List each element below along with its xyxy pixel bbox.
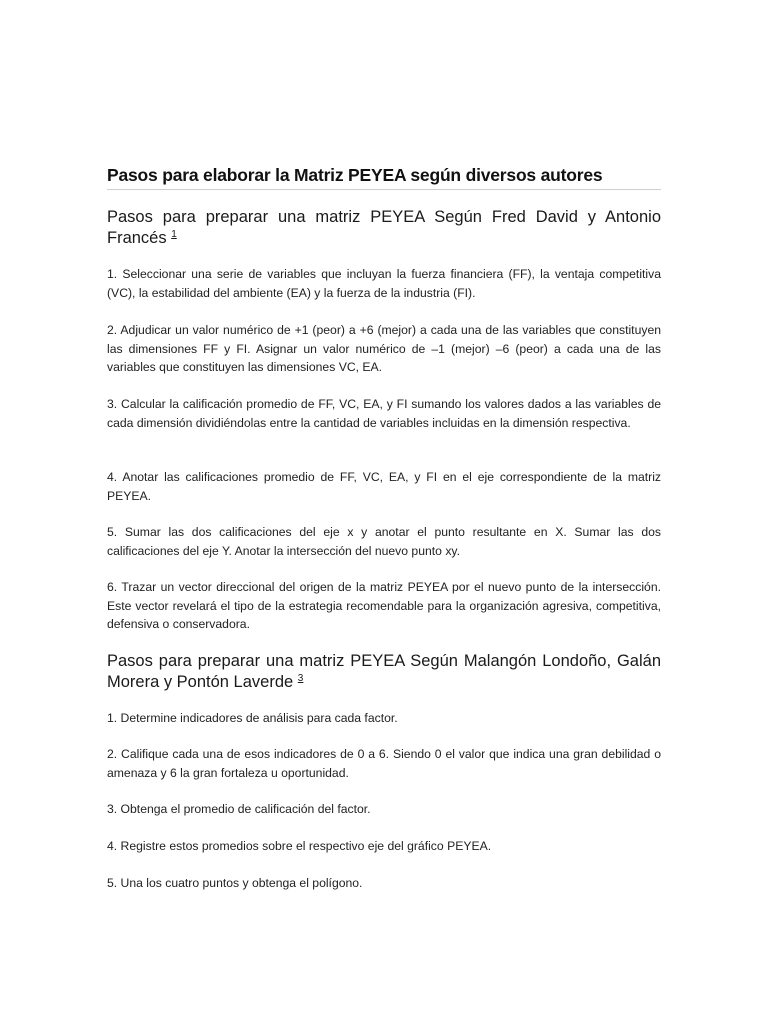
- step-paragraph: 6. Trazar un vector direccional del origen de la matriz PEYEA por el nuevo punto de la intersección. Este vector revelará el tipo de la estrategia recomendable para la organización agresiva, competitiva, defensiva o conservadora.: [107, 580, 661, 632]
- section-heading-text: Pasos para preparar una matriz PEYEA Según Fred David y Antonio Francés: [107, 208, 661, 247]
- step-paragraph: 2. Califique cada una de esos indicadores de 0 a 6. Siendo 0 el valor que indica una gran debilidad o amenaza y 6 la gran fortaleza u oportunidad.: [107, 747, 661, 780]
- footnote-ref-link[interactable]: 3: [297, 673, 304, 684]
- step-paragraph: 2. Adjudicar un valor numérico de +1 (peor) a +6 (mejor) a cada una de las variables que constituyen las dimensiones FF y FI. Asignar un valor numérico de –1 (mejor) –6 (peor) a cada una de las variables que constituyen las dimensiones VC, EA.: [107, 323, 661, 375]
- step-paragraph: 3. Calcular la calificación promedio de FF, VC, EA, y FI sumando los valores dados a las variables de cada dimensión dividiéndolas entre la cantidad de variables incluidas en la dimensión respectiva.: [107, 397, 661, 430]
- step-paragraph: 5. Una los cuatro puntos y obtenga el polígono.: [107, 876, 363, 890]
- step-paragraph: 4. Anotar las calificaciones promedio de FF, VC, EA, y FI en el eje correspondiente de la matriz PEYEA.: [107, 470, 661, 503]
- section-heading-malangon: [107, 651, 661, 693]
- page-title: Pasos para elaborar la Matriz PEYEA según diversos autores: [107, 164, 661, 190]
- step-paragraph: 1. Determine indicadores de análisis para cada factor.: [107, 711, 398, 725]
- step-paragraph: 1. Seleccionar una serie de variables que incluyan la fuerza financiera (FF), la ventaja competitiva (VC), la estabilidad del ambiente (EA) y la fuerza de la industria (FI).: [107, 267, 661, 300]
- step-paragraph: 3. Obtenga el promedio de calificación del factor.: [107, 802, 371, 816]
- section-heading-text: Pasos para preparar una matriz PEYEA Según Malangón Londoño, Galán Morera y Pontón Laverde: [107, 652, 661, 691]
- footnote-ref-link[interactable]: 1: [171, 229, 177, 240]
- step-paragraph: 4. Registre estos promedios sobre el respectivo eje del gráfico PEYEA.: [107, 839, 492, 853]
- step-paragraph: 5. Sumar las dos calificaciones del eje x y anotar el punto resultante en X. Sumar las dos calificaciones del eje Y. Anotar la intersección del nuevo punto xy.: [107, 525, 661, 558]
- section-heading-fred-david: [107, 207, 661, 249]
